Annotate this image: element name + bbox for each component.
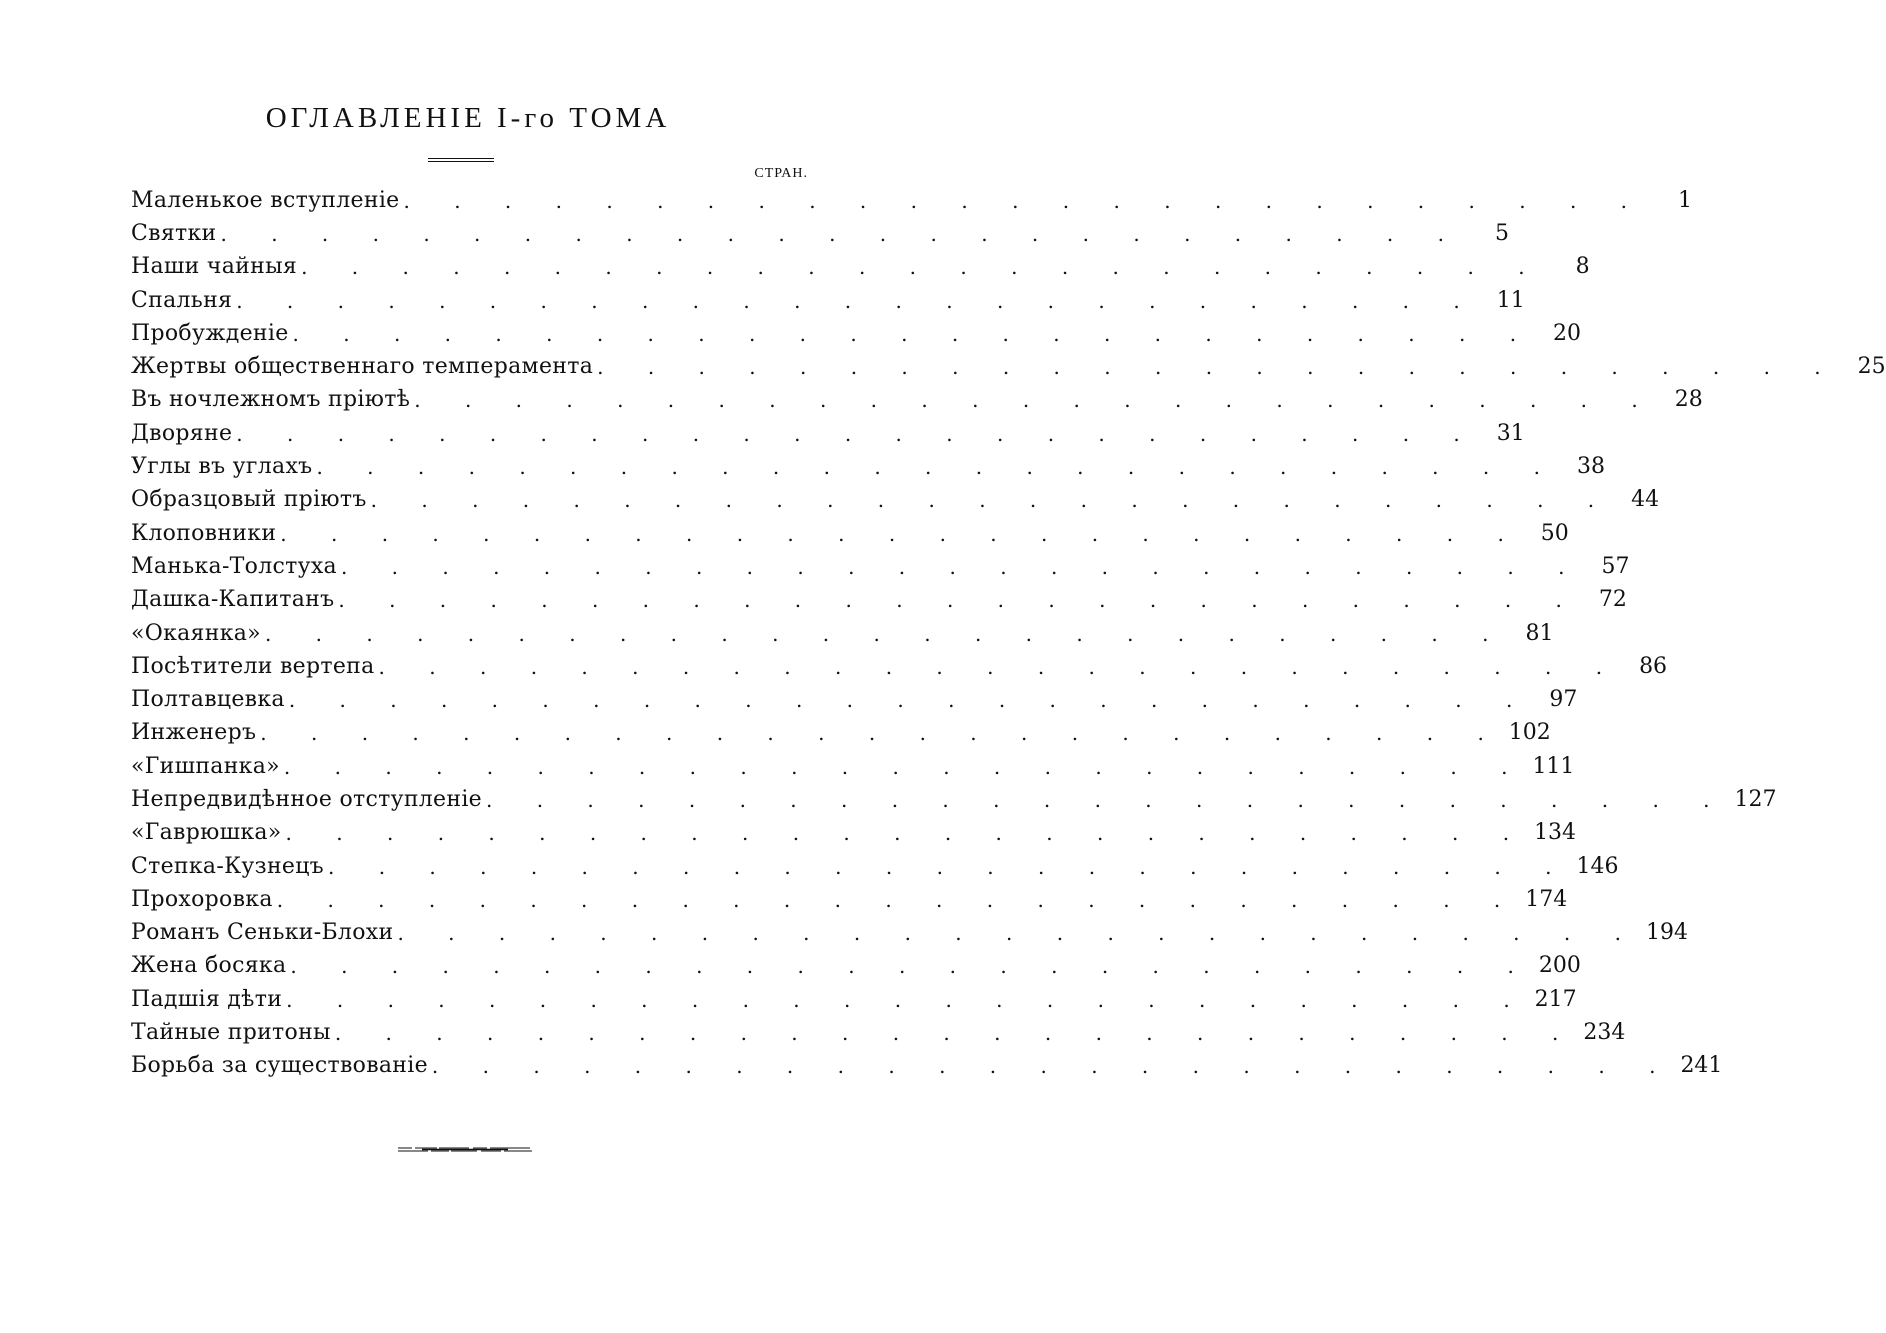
toc-entry <box>131 384 1703 417</box>
toc-entry-page: 97 <box>1549 687 1578 713</box>
dot-leader: . . . . . . . . . . . . . . . . . . . . . . . . . <box>264 621 1508 646</box>
page-title: ОГЛАВЛЕНIЕ I-го ТОМА <box>265 102 671 134</box>
toc-entry <box>131 850 1619 883</box>
toc-entry <box>131 883 1568 916</box>
toc-entry-page: 44 <box>1631 487 1660 513</box>
dot-leader: . . . . . . . . . . . . . . . . . . . . . . . . . <box>285 821 1529 846</box>
dot-leader: . . . . . . . . . . . . . . . . . . . . . . . . . <box>316 455 1559 480</box>
dot-leader: . . . . . . . . . . . . . . . . . . . . . . . . . <box>236 288 1479 313</box>
toc-entry <box>131 750 1575 783</box>
dot-leader: . . . . . . . . . . . . . . . . . . . . . . . . . <box>397 921 1640 946</box>
dot-leader: . . . . . . . . . . . . . . . . . . . . . . . . . <box>414 388 1657 413</box>
toc-entry-title: «Гаврюшка» <box>131 820 282 846</box>
toc-entry <box>131 917 1688 950</box>
toc-entry <box>131 817 1577 850</box>
toc-entry <box>131 783 1777 816</box>
toc-entry-title: Падшiя дѣти <box>131 986 283 1012</box>
toc-entry-page: 146 <box>1576 853 1619 879</box>
toc-entry <box>131 317 1582 350</box>
dot-leader: . . . . . . . . . . . . . . . . . . . . . . . . . <box>334 1021 1578 1046</box>
dot-leader: . . . . . . . . . . . . . . . . . . . . . . . . . <box>276 887 1520 912</box>
toc-entry <box>131 584 1627 617</box>
toc-entry <box>131 217 1509 250</box>
toc-entry-page: 31 <box>1496 420 1525 446</box>
toc-entry-page: 25 <box>1857 354 1886 380</box>
dot-leader: . . . . . . . . . . . . . . . . . . . . . . . . . <box>486 787 1729 812</box>
toc-entry-page: 194 <box>1645 920 1688 946</box>
toc-entry-title: Наши чайныя <box>131 254 298 280</box>
toc-entry-title: Святки <box>131 220 217 246</box>
dot-leader: . . . . . . . . . . . . . . . . . . . . . . . . . <box>260 721 1503 746</box>
toc-entry-title: Клоповники <box>131 520 277 546</box>
toc-entry-page: 174 <box>1525 886 1568 912</box>
toc-entry-page: 5 <box>1495 220 1509 246</box>
toc-entry-page: 200 <box>1538 953 1581 979</box>
toc-entry-page: 241 <box>1680 1053 1723 1079</box>
toc-entry-page: 28 <box>1674 387 1703 413</box>
toc-entry-title: Прохоровка <box>131 886 273 912</box>
toc-entry-title: Въ ночлежномъ прiютѣ <box>131 387 411 413</box>
toc-entry-page: 11 <box>1496 287 1525 313</box>
dot-leader: . . . . . . . . . . . . . . . . . . . . . . . . . <box>403 188 1647 213</box>
toc-entry-page: 86 <box>1639 653 1668 679</box>
toc-entry <box>131 617 1554 650</box>
toc-entry-title: Пробужденiе <box>131 320 289 346</box>
dot-leader: . . . . . . . . . . . . . . . . . . . . . . . . . <box>431 1054 1675 1079</box>
dot-leader: . . . . . . . . . . . . . . . . . . . . . . . . . <box>378 654 1622 679</box>
toc-entry <box>131 184 1693 217</box>
toc-entry-page: 38 <box>1576 454 1605 480</box>
toc-entry-page: 72 <box>1598 587 1627 613</box>
page-column-header: СТРАН. <box>754 166 808 181</box>
toc-entry-title: Образцовый прiютъ <box>131 487 367 513</box>
dot-leader: . . . . . . . . . . . . . . . . . . . . . . . . . <box>340 554 1584 579</box>
toc-entry-title: Посѣтители вертепа <box>131 653 375 679</box>
toc-entry-page: 8 <box>1575 254 1590 280</box>
dot-leader: . . . . . . . . . . . . . . . . . . . . . . . . . <box>338 588 1581 613</box>
dot-leader: . . . . . . . . . . . . . . . . . . . . . . . . . <box>220 221 1463 246</box>
toc-entry <box>131 950 1581 983</box>
toc-entry-page: 57 <box>1601 553 1630 579</box>
toc-entry-title: Борьба за существованiе <box>131 1053 428 1079</box>
toc-entry <box>131 350 1886 383</box>
table-of-contents <box>131 184 1886 1083</box>
title-double-rule <box>428 158 494 162</box>
toc-entry-title: Степка-Кузнецъ <box>131 853 324 879</box>
dot-leader: . . . . . . . . . . . . . . . . . . . . . . . . . <box>280 521 1523 546</box>
toc-entry-page: 20 <box>1553 320 1582 346</box>
toc-entry-page: 217 <box>1534 986 1577 1012</box>
toc-entry <box>131 550 1630 583</box>
toc-entry <box>131 450 1605 483</box>
toc-entry-page: 111 <box>1532 753 1575 779</box>
toc-entry-page: 1 <box>1678 187 1693 213</box>
toc-entry-title: Дворяне <box>131 420 233 446</box>
toc-entry-page: 50 <box>1540 520 1569 546</box>
toc-entry-title: Жертвы общественнаго темперамента <box>131 354 594 380</box>
toc-entry-title: Спальня <box>131 287 233 313</box>
end-ornament-rule <box>398 1147 532 1152</box>
dot-leader: . . . . . . . . . . . . . . . . . . . . . . . . . <box>327 854 1571 879</box>
toc-entry <box>131 417 1525 450</box>
toc-entry-page: 134 <box>1534 820 1577 846</box>
toc-entry <box>131 683 1578 716</box>
toc-entry-page: 81 <box>1525 620 1554 646</box>
toc-entry-title: Дашка-Капитанъ <box>131 587 335 613</box>
toc-entry <box>131 284 1525 317</box>
toc-entry-title: Романъ Сеньки-Блохи <box>131 920 394 946</box>
toc-entry <box>131 983 1577 1016</box>
toc-entry <box>131 517 1569 550</box>
dot-leader: . . . . . . . . . . . . . . . . . . . . . . . . . <box>286 987 1529 1012</box>
toc-entry-title: Непредвидѣнное отступленiе <box>131 786 482 812</box>
toc-entry-page: 102 <box>1508 720 1551 746</box>
toc-entry-page: 127 <box>1734 786 1777 812</box>
dot-leader: . . . . . . . . . . . . . . . . . . . . . . . . . <box>290 954 1533 979</box>
toc-entry-title: «Гишпанка» <box>131 753 280 779</box>
toc-entry-title: Маленькое вступленiе <box>131 187 400 213</box>
toc-entry-page: 234 <box>1583 1020 1626 1046</box>
toc-entry-title: «Окаянка» <box>131 620 261 646</box>
toc-entry <box>131 1016 1626 1049</box>
toc-entry-title: Тайные притоны <box>131 1020 331 1046</box>
toc-entry-title: Жена босяка <box>131 953 287 979</box>
toc-entry <box>131 1050 1723 1083</box>
dot-leader: . . . . . . . . . . . . . . . . . . . . . . . . . <box>301 255 1544 280</box>
dot-leader: . . . . . . . . . . . . . . . . . . . . . . . . . <box>283 754 1527 779</box>
dot-leader: . . . . . . . . . . . . . . . . . . . . . . . . . <box>597 355 1840 380</box>
toc-entry <box>131 484 1660 517</box>
dot-leader: . . . . . . . . . . . . . . . . . . . . . . . . . <box>236 421 1479 446</box>
toc-entry-title: Полтавцевка <box>131 687 285 713</box>
dot-leader: . . . . . . . . . . . . . . . . . . . . . . . . . <box>288 688 1532 713</box>
toc-entry-title: Углы въ углахъ <box>131 454 313 480</box>
dot-leader: . . . . . . . . . . . . . . . . . . . . . . . . . <box>292 321 1536 346</box>
toc-entry-title: Инженеръ <box>131 720 257 746</box>
toc-entry <box>131 717 1551 750</box>
toc-entry-title: Манька-Толстуха <box>131 553 337 579</box>
toc-entry <box>131 650 1668 683</box>
dot-leader: . . . . . . . . . . . . . . . . . . . . . . . . . <box>370 488 1614 513</box>
toc-entry <box>131 251 1590 284</box>
